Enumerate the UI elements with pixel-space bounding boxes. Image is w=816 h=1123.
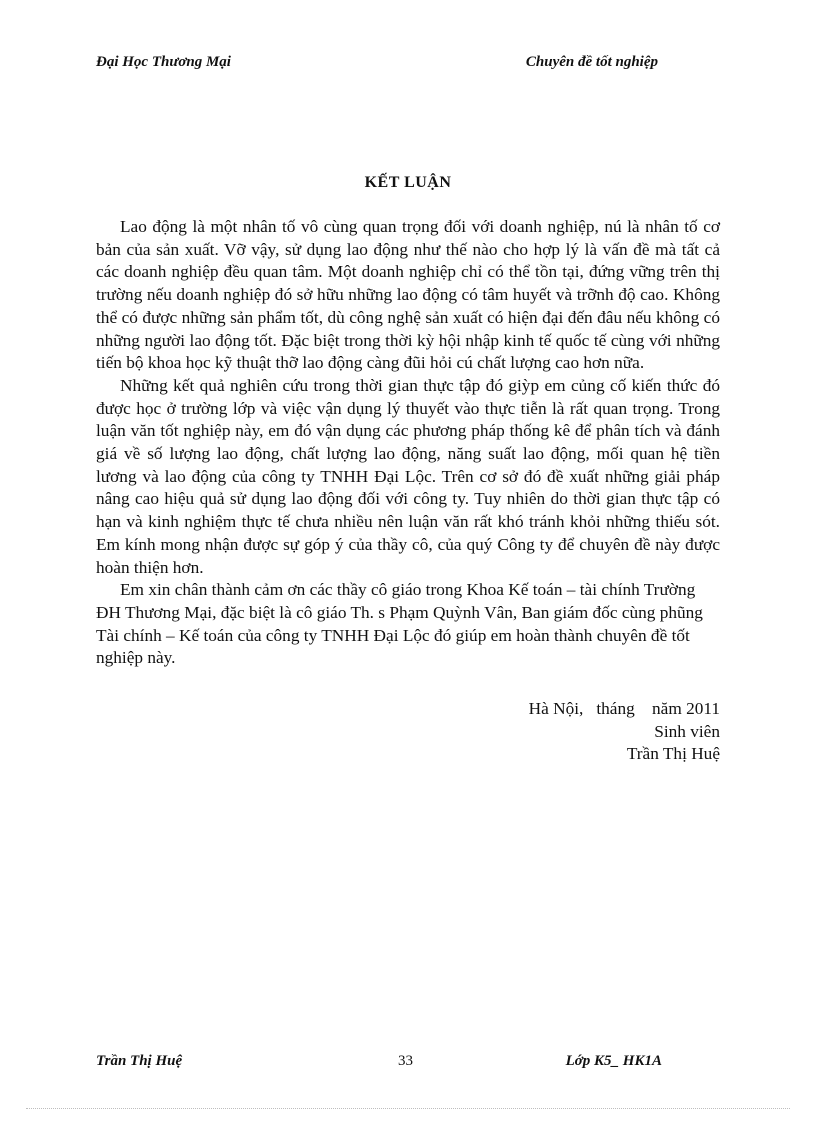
footer-class: Lớp K5_ HK1A	[565, 1053, 662, 1069]
page-title: KẾT LUẬN	[364, 174, 452, 191]
page-footer	[96, 1053, 666, 1073]
signature-role: Sinh viên	[654, 721, 720, 741]
page-header	[96, 54, 666, 74]
signature-block	[529, 698, 720, 766]
paragraph-3: Em xin chân thành cảm ơn các thầy cô giáo trong Khoa Kế toán – tài chính Trường ĐH Thương Mại, đặc biệt là cô giáo Th. s Phạm Quỳnh Vân, Ban giám đốc cùng phũng Tài chính – Kế toán của công ty TNHH Đại Lộc đó giúp em hoàn thành chuyên đề tốt nghiệp này.	[96, 580, 703, 668]
paragraph-2: Những kết quả nghiên cứu trong thời gian thực tập đó giỳp em củng cố kiến thức đó được học ở trường lớp và việc vận dụng lý thuyết vào thực tiễn là rất quan trọng. Trong luận văn tốt nghiệp này, em đó vận dụng các phương pháp thống kê để phân tích và đánh giá về số lượng lao động, chất lượng lao động, năng suất lao động, mối quan hệ tiền lương và lao động của công ty TNHH Đại Lộc. Trên cơ sở đó đề xuất những giải pháp nâng cao hiệu quả sử dụng lao động đối với công ty. Tuy nhiên do thời gian thực tập có hạn và kinh nghiệm thực tế chưa nhiều nên luận văn rất khó tránh khỏi những thiếu sót. Em kính mong nhận được sự góp ý của thầy cô, của quý Công ty để chuyên đề này được hoàn thiện hơn.	[96, 375, 720, 577]
header-university: Đại Học Thương Mại	[96, 54, 231, 70]
body-text	[96, 216, 720, 670]
page-number: 33	[398, 1053, 413, 1069]
signature-place-date: Hà Nội, tháng năm 2011	[528, 699, 720, 718]
signature-name: Trần Thị Huệ	[626, 744, 720, 764]
page-bottom-divider	[26, 1108, 790, 1109]
footer-author: Trần Thị Huệ	[96, 1053, 183, 1069]
paragraph-1: Lao động là một nhân tố vô cùng quan trọng đối với doanh nghiệp, nú là nhân tố cơ bản của sản xuất. Vỡ vậy, sử dụng lao động như thế nào cho hợp lý là vấn đề mà tất cả các doanh nghiệp đều quan tâm. Một doanh nghiệp chỉ có thể tồn tại, đứng vững trên thị trường nếu doanh nghiệp đó sở hữu những lao động có tâm huyết và trỡnh độ cao. Không thể có được những sản phẩm tốt, dù công nghệ sản xuất có hiện đại đến đâu nếu không có những người lao động tốt. Đặc biệt trong thời kỳ hội nhập kinh tế quốc tế cùng với những tiến bộ khoa học kỹ thuật thỡ lao động càng đũi hỏi cú chất lượng cao hơn nữa.	[96, 217, 720, 373]
header-document-type: Chuyên đề tốt nghiệp	[525, 54, 658, 70]
